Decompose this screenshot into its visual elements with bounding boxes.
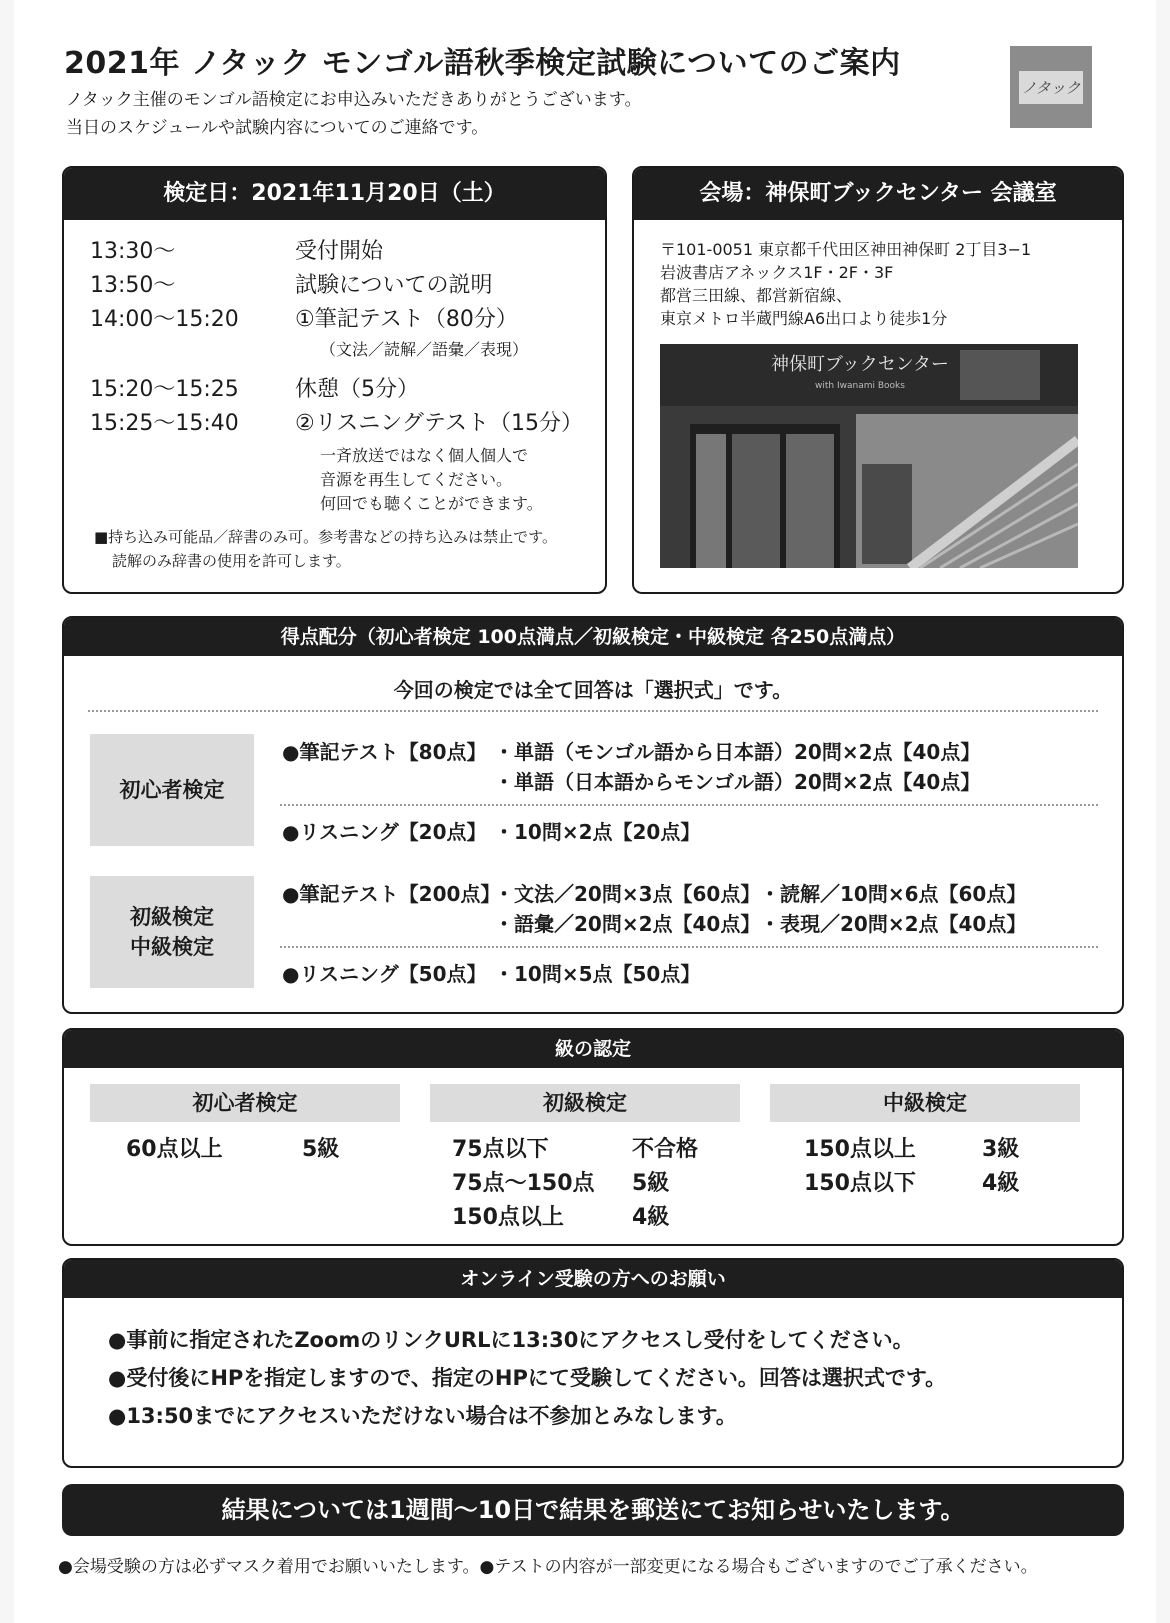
level-score: 75点〜150点 xyxy=(452,1171,595,1196)
schedule-time: 13:50〜 xyxy=(90,273,176,298)
logo xyxy=(1010,46,1092,128)
online-exam-box xyxy=(62,1258,1124,1468)
level-grade: 5級 xyxy=(302,1137,340,1162)
schedule-box xyxy=(62,166,607,594)
elementary-listening-item: ・10問×5点【50点】 xyxy=(494,962,701,986)
level-score: 60点以上 xyxy=(126,1137,223,1162)
beginner-category xyxy=(90,734,254,846)
elementary-category xyxy=(90,876,254,988)
category-label: 初級検定 xyxy=(130,905,214,929)
listening-subnote xyxy=(320,444,543,516)
schedule-label: 試験についての説明 xyxy=(295,273,493,298)
intro-line: ノタック主催のモンゴル語検定にお申込みいただきありがとうございます。 xyxy=(66,90,642,110)
level-column-title: 初心者検定 xyxy=(90,1084,400,1122)
category-label: 初心者検定 xyxy=(119,778,225,802)
dotted-divider xyxy=(280,946,1098,948)
category-label: 中級検定 xyxy=(130,935,214,959)
level-column-title: 中級検定 xyxy=(770,1084,1080,1122)
document-page xyxy=(14,0,1156,1623)
beginner-listening-label: ●リスニング【20点】 xyxy=(282,820,487,844)
listening-note-line: 一斉放送ではなく個人個人で xyxy=(320,446,529,465)
page-title: 2021年 ノタック モンゴル語秋季検定試験についてのご案内 xyxy=(64,46,901,81)
schedule-row xyxy=(90,268,493,299)
venue-box xyxy=(632,166,1124,594)
beginner-written-label: ●筆記テスト【80点】 xyxy=(282,740,487,764)
note-line: 読解のみ辞書の使用を許可します。 xyxy=(112,552,351,570)
written-subnote: （文法／読解／語彙／表現） xyxy=(320,340,529,359)
schedule-label: 受付開始 xyxy=(295,239,384,264)
schedule-time: 15:25〜15:40 xyxy=(90,411,239,436)
online-header: オンライン受験の方へのお願い xyxy=(64,1260,1122,1298)
level-certification-box xyxy=(62,1028,1124,1246)
level-score: 150点以上 xyxy=(452,1205,564,1230)
scoring-header: 得点配分（初心者検定 100点満点／初級検定・中級検定 各250点満点） xyxy=(64,618,1122,656)
scoring-box xyxy=(62,616,1124,1014)
schedule-time: 14:00〜15:20 xyxy=(90,307,239,332)
schedule-row xyxy=(90,234,383,265)
intro-text xyxy=(66,86,641,142)
beginner-written-item: ・単語（モンゴル語から日本語）20問×2点【40点】 xyxy=(494,740,981,764)
dotted-divider xyxy=(280,804,1098,806)
intro-line: 当日のスケジュールや試験内容についてのご連絡です。 xyxy=(66,118,489,138)
level-score: 150点以上 xyxy=(804,1137,916,1162)
online-instruction: ●受付後にHPを指定しますので、指定のHPにて受験してください。回答は選択式です。 xyxy=(108,1366,947,1390)
level-column-title: 初級検定 xyxy=(430,1084,740,1122)
beginner-listening-item: ・10問×2点【20点】 xyxy=(494,820,701,844)
schedule-time: 13:30〜 xyxy=(90,239,176,264)
schedule-row xyxy=(90,406,583,437)
schedule-header: 検定日：2021年11月20日（土） xyxy=(64,168,605,220)
listening-note-line: 何回でも聴くことができます。 xyxy=(320,494,543,513)
logo-text: ノタック xyxy=(1019,71,1084,104)
result-banner: 結果については1週間〜10日で結果を郵送にてお知らせいたします。 xyxy=(62,1484,1124,1536)
elementary-written-item: ・語彙／20問×2点【40点】 xyxy=(494,912,761,936)
listening-note-line: 音源を再生してください。 xyxy=(320,470,513,489)
venue-header: 会場：神保町ブックセンター 会議室 xyxy=(634,168,1122,220)
allowed-items-note xyxy=(94,525,557,573)
level-score: 150点以下 xyxy=(804,1171,916,1196)
address-line: 岩波書店アネックス1F・2F・3F xyxy=(660,263,894,282)
photo-sign-subtext: with Iwanami Books xyxy=(815,381,905,391)
levels-header: 級の認定 xyxy=(64,1030,1122,1068)
schedule-row xyxy=(90,372,419,403)
level-grade: 4級 xyxy=(982,1171,1020,1196)
level-grade: 5級 xyxy=(632,1171,670,1196)
schedule-label: ①筆記テスト（80分） xyxy=(295,307,518,332)
online-instruction: ●事前に指定されたZoomのリンクURLに13:30にアクセスし受付をしてください。 xyxy=(108,1328,914,1352)
photo-sign-text: 神保町ブックセンター xyxy=(770,354,950,375)
schedule-time: 15:20〜15:25 xyxy=(90,377,239,402)
schedule-row xyxy=(90,302,518,333)
elementary-listening-label: ●リスニング【50点】 xyxy=(282,962,487,986)
venue-address xyxy=(660,238,1031,330)
elementary-written-item: ・表現／20問×2点【40点】 xyxy=(760,912,1027,936)
level-score: 75点以下 xyxy=(452,1137,549,1162)
note-line: ■持ち込み可能品／辞書のみ可。参考書などの持ち込みは禁止です。 xyxy=(94,528,557,546)
elementary-written-item: ・文法／20問×3点【60点】 xyxy=(494,882,761,906)
bottom-note: ●会場受験の方は必ずマスク着用でお願いいたします。●テストの内容が一部変更になる場合もございますのでご了承ください。 xyxy=(58,1557,1038,1577)
level-grade: 不合格 xyxy=(632,1137,699,1162)
venue-photo-image xyxy=(660,344,1078,568)
beginner-written-item: ・単語（日本語からモンゴル語）20問×2点【40点】 xyxy=(494,770,981,794)
schedule-label: 休憩（5分） xyxy=(295,377,419,402)
address-line: 都営三田線、都営新宿線、 xyxy=(660,286,853,305)
online-instruction: ●13:50までにアクセスいただけない場合は不参加とみなします。 xyxy=(108,1404,737,1428)
level-grade: 4級 xyxy=(632,1205,670,1230)
venue-photo xyxy=(660,344,1078,568)
schedule-label: ②リスニングテスト（15分） xyxy=(295,411,583,436)
level-grade: 3級 xyxy=(982,1137,1020,1162)
address-line: 東京メトロ半蔵門線A6出口より徒歩1分 xyxy=(660,309,948,328)
dotted-divider xyxy=(88,710,1098,712)
scoring-lead: 今回の検定では全て回答は「選択式」です。 xyxy=(393,678,793,702)
address-line: 〒101-0051 東京都千代田区神田神保町 2丁目3−1 xyxy=(660,240,1032,259)
elementary-written-item: ・読解／10問×6点【60点】 xyxy=(760,882,1027,906)
elementary-written-label: ●筆記テスト【200点】 xyxy=(282,882,501,906)
